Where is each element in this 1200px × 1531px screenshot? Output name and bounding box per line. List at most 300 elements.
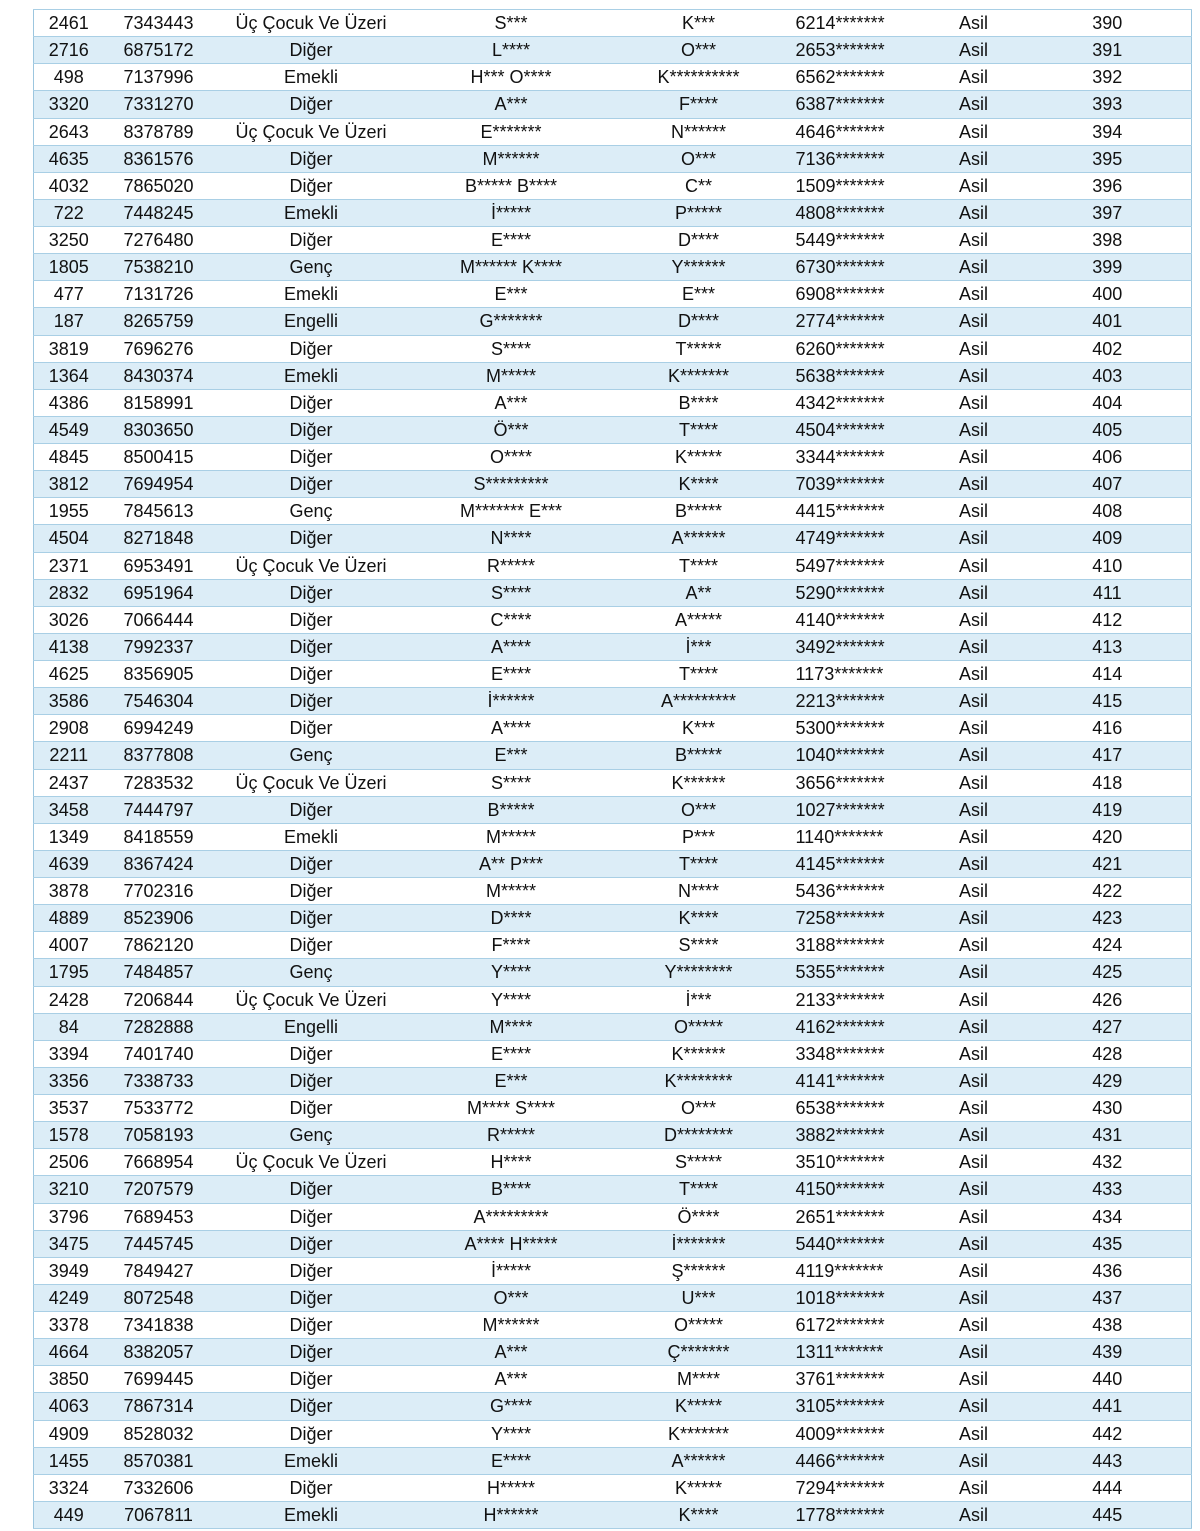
application-number-cell: 7331270	[104, 91, 214, 118]
row-number-cell: 2437	[34, 769, 104, 796]
row-number-cell: 4032	[34, 172, 104, 199]
row-number-cell: 4909	[34, 1420, 104, 1447]
status-cell: Asil	[924, 281, 1024, 308]
first-name-cell: E****	[409, 661, 614, 688]
application-number-cell: 7058193	[104, 1122, 214, 1149]
rank-cell: 400	[1024, 281, 1192, 308]
first-name-cell: M******* E***	[409, 498, 614, 525]
table-row	[34, 254, 1192, 281]
last-name-cell: A*********	[614, 688, 784, 715]
status-cell: Asil	[924, 1149, 1024, 1176]
table-row	[34, 308, 1192, 335]
first-name-cell: H*****	[409, 1474, 614, 1501]
id-number-cell: 6908*******	[784, 281, 924, 308]
status-cell: Asil	[924, 525, 1024, 552]
application-number-cell: 8361576	[104, 145, 214, 172]
status-cell: Asil	[924, 1366, 1024, 1393]
status-cell: Asil	[924, 579, 1024, 606]
first-name-cell: E****	[409, 1040, 614, 1067]
table-row	[34, 362, 1192, 389]
last-name-cell: D********	[614, 1122, 784, 1149]
last-name-cell: A**	[614, 579, 784, 606]
id-number-cell: 3492*******	[784, 633, 924, 660]
id-number-cell: 4162*******	[784, 1013, 924, 1040]
category-cell: Diğer	[214, 389, 409, 416]
table-row	[34, 1203, 1192, 1230]
first-name-cell: E***	[409, 1067, 614, 1094]
id-number-cell: 6387*******	[784, 91, 924, 118]
rank-cell: 436	[1024, 1257, 1192, 1284]
last-name-cell: K*****	[614, 444, 784, 471]
category-cell: Diğer	[214, 1203, 409, 1230]
row-number-cell: 2908	[34, 715, 104, 742]
table-row	[34, 525, 1192, 552]
application-number-cell: 7445745	[104, 1230, 214, 1257]
application-number-cell: 7283532	[104, 769, 214, 796]
application-number-cell: 7992337	[104, 633, 214, 660]
row-number-cell: 3394	[34, 1040, 104, 1067]
table-row	[34, 1122, 1192, 1149]
category-cell: Diğer	[214, 1176, 409, 1203]
category-cell: Diğer	[214, 850, 409, 877]
rank-cell: 416	[1024, 715, 1192, 742]
table-row	[34, 227, 1192, 254]
status-cell: Asil	[924, 769, 1024, 796]
row-number-cell: 4138	[34, 633, 104, 660]
row-number-cell: 4504	[34, 525, 104, 552]
application-number-cell: 8303650	[104, 416, 214, 443]
table-row	[34, 416, 1192, 443]
application-number-cell: 7338733	[104, 1067, 214, 1094]
last-name-cell: K*****	[614, 1474, 784, 1501]
first-name-cell: E***	[409, 281, 614, 308]
application-number-cell: 8377808	[104, 742, 214, 769]
rank-cell: 407	[1024, 471, 1192, 498]
last-name-cell: D****	[614, 308, 784, 335]
category-cell: Diğer	[214, 606, 409, 633]
first-name-cell: R*****	[409, 1122, 614, 1149]
status-cell: Asil	[924, 172, 1024, 199]
category-cell: Diğer	[214, 1474, 409, 1501]
first-name-cell: F****	[409, 932, 614, 959]
last-name-cell: P***	[614, 823, 784, 850]
status-cell: Asil	[924, 715, 1024, 742]
category-cell: Diğer	[214, 525, 409, 552]
last-name-cell: K******	[614, 1040, 784, 1067]
status-cell: Asil	[924, 1447, 1024, 1474]
id-number-cell: 5440*******	[784, 1230, 924, 1257]
table-row	[34, 769, 1192, 796]
application-number-cell: 7862120	[104, 932, 214, 959]
status-cell: Asil	[924, 850, 1024, 877]
table-row	[34, 742, 1192, 769]
id-number-cell: 3510*******	[784, 1149, 924, 1176]
table-row	[34, 335, 1192, 362]
id-number-cell: 4141*******	[784, 1067, 924, 1094]
row-number-cell: 1364	[34, 362, 104, 389]
status-cell: Asil	[924, 552, 1024, 579]
status-cell: Asil	[924, 389, 1024, 416]
row-number-cell: 3356	[34, 1067, 104, 1094]
status-cell: Asil	[924, 1339, 1024, 1366]
id-number-cell: 3188*******	[784, 932, 924, 959]
row-number-cell: 3458	[34, 796, 104, 823]
table-row	[34, 986, 1192, 1013]
application-number-cell: 8528032	[104, 1420, 214, 1447]
first-name-cell: Y****	[409, 1420, 614, 1447]
status-cell: Asil	[924, 64, 1024, 91]
rank-cell: 396	[1024, 172, 1192, 199]
row-number-cell: 1805	[34, 254, 104, 281]
id-number-cell: 3105*******	[784, 1393, 924, 1420]
last-name-cell: A******	[614, 525, 784, 552]
id-number-cell: 3348*******	[784, 1040, 924, 1067]
table-row	[34, 1312, 1192, 1339]
id-number-cell: 5497*******	[784, 552, 924, 579]
table-row	[34, 498, 1192, 525]
rank-cell: 406	[1024, 444, 1192, 471]
status-cell: Asil	[924, 227, 1024, 254]
status-cell: Asil	[924, 37, 1024, 64]
category-cell: Emekli	[214, 281, 409, 308]
application-number-cell: 7401740	[104, 1040, 214, 1067]
application-number-cell: 8367424	[104, 850, 214, 877]
category-cell: Diğer	[214, 796, 409, 823]
row-number-cell: 2211	[34, 742, 104, 769]
last-name-cell: Ö****	[614, 1203, 784, 1230]
table-row	[34, 172, 1192, 199]
first-name-cell: M*****	[409, 823, 614, 850]
status-cell: Asil	[924, 688, 1024, 715]
last-name-cell: K*******	[614, 362, 784, 389]
application-number-cell: 7546304	[104, 688, 214, 715]
row-number-cell: 3812	[34, 471, 104, 498]
application-number-cell: 8570381	[104, 1447, 214, 1474]
first-name-cell: R*****	[409, 552, 614, 579]
category-cell: Diğer	[214, 1284, 409, 1311]
table-row	[34, 579, 1192, 606]
application-number-cell: 7694954	[104, 471, 214, 498]
rank-cell: 419	[1024, 796, 1192, 823]
last-name-cell: K****	[614, 471, 784, 498]
category-cell: Emekli	[214, 823, 409, 850]
last-name-cell: T****	[614, 850, 784, 877]
row-number-cell: 4889	[34, 905, 104, 932]
last-name-cell: K******	[614, 769, 784, 796]
id-number-cell: 5300*******	[784, 715, 924, 742]
last-name-cell: T****	[614, 552, 784, 579]
application-number-cell: 8523906	[104, 905, 214, 932]
category-cell: Üç Çocuk Ve Üzeri	[214, 986, 409, 1013]
rank-cell: 442	[1024, 1420, 1192, 1447]
row-number-cell: 1795	[34, 959, 104, 986]
status-cell: Asil	[924, 1501, 1024, 1528]
row-number-cell: 4063	[34, 1393, 104, 1420]
status-cell: Asil	[924, 1013, 1024, 1040]
row-number-cell: 2716	[34, 37, 104, 64]
application-number-cell: 7484857	[104, 959, 214, 986]
first-name-cell: A***	[409, 389, 614, 416]
applicant-list-page	[33, 9, 1191, 1529]
category-cell: Diğer	[214, 715, 409, 742]
id-number-cell: 5449*******	[784, 227, 924, 254]
category-cell: Diğer	[214, 1393, 409, 1420]
id-number-cell: 2774*******	[784, 308, 924, 335]
category-cell: Diğer	[214, 1420, 409, 1447]
category-cell: Diğer	[214, 471, 409, 498]
last-name-cell: O***	[614, 1095, 784, 1122]
status-cell: Asil	[924, 1393, 1024, 1420]
first-name-cell: H*** O****	[409, 64, 614, 91]
row-number-cell: 3026	[34, 606, 104, 633]
last-name-cell: İ*******	[614, 1230, 784, 1257]
table-row	[34, 633, 1192, 660]
application-number-cell: 7066444	[104, 606, 214, 633]
row-number-cell: 3878	[34, 878, 104, 905]
table-row	[34, 389, 1192, 416]
rank-cell: 437	[1024, 1284, 1192, 1311]
id-number-cell: 5355*******	[784, 959, 924, 986]
id-number-cell: 6730*******	[784, 254, 924, 281]
first-name-cell: A****	[409, 633, 614, 660]
category-cell: Diğer	[214, 1230, 409, 1257]
first-name-cell: E***	[409, 742, 614, 769]
application-number-cell: 6994249	[104, 715, 214, 742]
first-name-cell: L****	[409, 37, 614, 64]
last-name-cell: K*****	[614, 1393, 784, 1420]
status-cell: Asil	[924, 1312, 1024, 1339]
rank-cell: 402	[1024, 335, 1192, 362]
status-cell: Asil	[924, 416, 1024, 443]
table-row	[34, 1501, 1192, 1528]
id-number-cell: 4415*******	[784, 498, 924, 525]
id-number-cell: 4466*******	[784, 1447, 924, 1474]
rank-cell: 433	[1024, 1176, 1192, 1203]
application-number-cell: 7867314	[104, 1393, 214, 1420]
rank-cell: 412	[1024, 606, 1192, 633]
id-number-cell: 4749*******	[784, 525, 924, 552]
last-name-cell: A*****	[614, 606, 784, 633]
first-name-cell: İ******	[409, 688, 614, 715]
category-cell: Diğer	[214, 1040, 409, 1067]
application-number-cell: 7845613	[104, 498, 214, 525]
first-name-cell: H****	[409, 1149, 614, 1176]
category-cell: Diğer	[214, 172, 409, 199]
status-cell: Asil	[924, 1203, 1024, 1230]
rank-cell: 441	[1024, 1393, 1192, 1420]
rank-cell: 411	[1024, 579, 1192, 606]
row-number-cell: 4845	[34, 444, 104, 471]
table-row	[34, 1257, 1192, 1284]
application-number-cell: 7067811	[104, 1501, 214, 1528]
status-cell: Asil	[924, 145, 1024, 172]
status-cell: Asil	[924, 471, 1024, 498]
id-number-cell: 4808*******	[784, 199, 924, 226]
table-row	[34, 1366, 1192, 1393]
rank-cell: 410	[1024, 552, 1192, 579]
id-number-cell: 1027*******	[784, 796, 924, 823]
application-number-cell: 7689453	[104, 1203, 214, 1230]
last-name-cell: B****	[614, 389, 784, 416]
last-name-cell: K***	[614, 10, 784, 37]
category-cell: Diğer	[214, 1095, 409, 1122]
row-number-cell: 3320	[34, 91, 104, 118]
last-name-cell: F****	[614, 91, 784, 118]
id-number-cell: 6538*******	[784, 1095, 924, 1122]
table-row	[34, 959, 1192, 986]
table-row	[34, 606, 1192, 633]
status-cell: Asil	[924, 254, 1024, 281]
status-cell: Asil	[924, 878, 1024, 905]
application-number-cell: 7448245	[104, 199, 214, 226]
row-number-cell: 2506	[34, 1149, 104, 1176]
last-name-cell: N******	[614, 118, 784, 145]
id-number-cell: 1140*******	[784, 823, 924, 850]
category-cell: Diğer	[214, 444, 409, 471]
rank-cell: 417	[1024, 742, 1192, 769]
row-number-cell: 3324	[34, 1474, 104, 1501]
category-cell: Emekli	[214, 64, 409, 91]
first-name-cell: S****	[409, 769, 614, 796]
last-name-cell: K********	[614, 1067, 784, 1094]
first-name-cell: A****	[409, 715, 614, 742]
category-cell: Genç	[214, 959, 409, 986]
status-cell: Asil	[924, 1230, 1024, 1257]
rank-cell: 445	[1024, 1501, 1192, 1528]
category-cell: Üç Çocuk Ve Üzeri	[214, 1149, 409, 1176]
last-name-cell: Y********	[614, 959, 784, 986]
application-number-cell: 8072548	[104, 1284, 214, 1311]
rank-cell: 404	[1024, 389, 1192, 416]
application-number-cell: 7538210	[104, 254, 214, 281]
application-number-cell: 8356905	[104, 661, 214, 688]
last-name-cell: Ş******	[614, 1257, 784, 1284]
rank-cell: 413	[1024, 633, 1192, 660]
status-cell: Asil	[924, 1122, 1024, 1149]
row-number-cell: 4635	[34, 145, 104, 172]
category-cell: Diğer	[214, 145, 409, 172]
rank-cell: 425	[1024, 959, 1192, 986]
rank-cell: 393	[1024, 91, 1192, 118]
first-name-cell: S****	[409, 579, 614, 606]
row-number-cell: 2461	[34, 10, 104, 37]
last-name-cell: P*****	[614, 199, 784, 226]
table-row	[34, 199, 1192, 226]
rank-cell: 420	[1024, 823, 1192, 850]
category-cell: Diğer	[214, 1312, 409, 1339]
id-number-cell: 7294*******	[784, 1474, 924, 1501]
last-name-cell: K****	[614, 1501, 784, 1528]
table-row	[34, 37, 1192, 64]
row-number-cell: 3819	[34, 335, 104, 362]
rank-cell: 405	[1024, 416, 1192, 443]
id-number-cell: 1040*******	[784, 742, 924, 769]
category-cell: Diğer	[214, 416, 409, 443]
first-name-cell: İ*****	[409, 1257, 614, 1284]
application-number-cell: 7276480	[104, 227, 214, 254]
category-cell: Üç Çocuk Ve Üzeri	[214, 552, 409, 579]
rank-cell: 390	[1024, 10, 1192, 37]
rank-cell: 415	[1024, 688, 1192, 715]
row-number-cell: 3850	[34, 1366, 104, 1393]
status-cell: Asil	[924, 932, 1024, 959]
category-cell: Diğer	[214, 633, 409, 660]
application-number-cell: 7702316	[104, 878, 214, 905]
first-name-cell: M**** S****	[409, 1095, 614, 1122]
table-row	[34, 661, 1192, 688]
first-name-cell: S***	[409, 10, 614, 37]
application-number-cell: 7131726	[104, 281, 214, 308]
rank-cell: 430	[1024, 1095, 1192, 1122]
table-row	[34, 850, 1192, 877]
row-number-cell: 4549	[34, 416, 104, 443]
rank-cell: 391	[1024, 37, 1192, 64]
first-name-cell: E*******	[409, 118, 614, 145]
rank-cell: 399	[1024, 254, 1192, 281]
id-number-cell: 2213*******	[784, 688, 924, 715]
row-number-cell: 2643	[34, 118, 104, 145]
rank-cell: 394	[1024, 118, 1192, 145]
row-number-cell: 3475	[34, 1230, 104, 1257]
application-number-cell: 6953491	[104, 552, 214, 579]
rank-cell: 443	[1024, 1447, 1192, 1474]
table-row	[34, 1176, 1192, 1203]
last-name-cell: T****	[614, 1176, 784, 1203]
first-name-cell: A**** H*****	[409, 1230, 614, 1257]
rank-cell: 432	[1024, 1149, 1192, 1176]
id-number-cell: 1018*******	[784, 1284, 924, 1311]
last-name-cell: T*****	[614, 335, 784, 362]
application-number-cell: 8430374	[104, 362, 214, 389]
table-row	[34, 145, 1192, 172]
row-number-cell: 3586	[34, 688, 104, 715]
application-number-cell: 8158991	[104, 389, 214, 416]
last-name-cell: O***	[614, 37, 784, 64]
status-cell: Asil	[924, 199, 1024, 226]
first-name-cell: O***	[409, 1284, 614, 1311]
last-name-cell: T****	[614, 661, 784, 688]
table-row	[34, 552, 1192, 579]
table-row	[34, 444, 1192, 471]
first-name-cell: S****	[409, 335, 614, 362]
application-number-cell: 7332606	[104, 1474, 214, 1501]
row-number-cell: 3949	[34, 1257, 104, 1284]
last-name-cell: O*****	[614, 1312, 784, 1339]
category-cell: Diğer	[214, 227, 409, 254]
category-cell: Diğer	[214, 932, 409, 959]
first-name-cell: M*****	[409, 878, 614, 905]
category-cell: Emekli	[214, 362, 409, 389]
id-number-cell: 3761*******	[784, 1366, 924, 1393]
status-cell: Asil	[924, 905, 1024, 932]
application-number-cell: 7668954	[104, 1149, 214, 1176]
application-number-cell: 7282888	[104, 1013, 214, 1040]
status-cell: Asil	[924, 91, 1024, 118]
category-cell: Diğer	[214, 37, 409, 64]
category-cell: Diğer	[214, 91, 409, 118]
category-cell: Üç Çocuk Ve Üzeri	[214, 769, 409, 796]
rank-cell: 439	[1024, 1339, 1192, 1366]
rank-cell: 431	[1024, 1122, 1192, 1149]
last-name-cell: D****	[614, 227, 784, 254]
first-name-cell: N****	[409, 525, 614, 552]
table-row	[34, 91, 1192, 118]
application-number-cell: 7444797	[104, 796, 214, 823]
status-cell: Asil	[924, 661, 1024, 688]
last-name-cell: T****	[614, 416, 784, 443]
rank-cell: 403	[1024, 362, 1192, 389]
last-name-cell: K****	[614, 905, 784, 932]
